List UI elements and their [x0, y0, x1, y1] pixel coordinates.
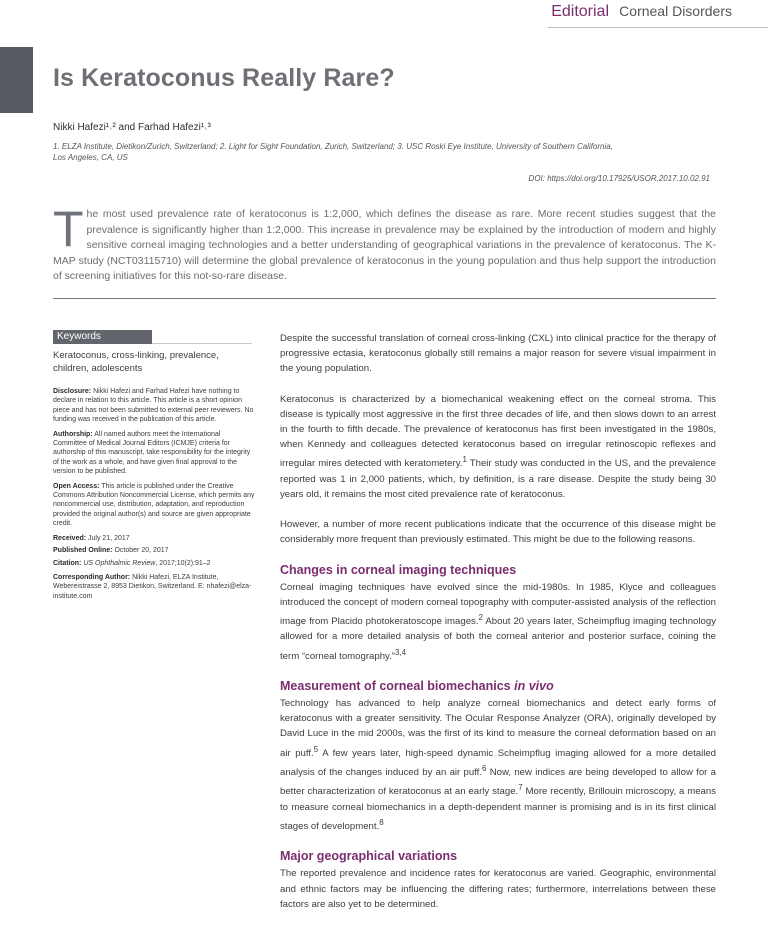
- body-paragraph: The reported prevalence and incidence rates for keratoconus are varied. Geographic, environmental and ethnic factors may be influencing the differing rates; furthermore, interrelations between these factors are also yet to be determined.: [280, 868, 716, 910]
- body-paragraph: Technology has advanced to help analyze corneal biomechanics and detect early forms of keratoconus with a greater sensitivity. The Ocular Response Analyzer (ORA), originally developed by David Luce in the mid 2000s, was the first of its kind to measure the corneal deformation based on an air puff.$^5$ A few years later, high-speed dynamic Scheimpflug imaging allowed for a more detailed analysis of the changes induced by an air puff.$^6$ Now, new indices are being developed to allow for a better characterization of keratoconus at an early stage.$^7$ More recently, Brillouin microscopy, a means to measure corneal biomechanics in a depth-dependent manner is promising and is in its first clinical stages of development.$^8$: [280, 698, 716, 833]
- keywords-heading-bar: [53, 330, 152, 344]
- reference-mark[interactable]: 3,4: [395, 647, 407, 657]
- citation-note: Citation: US Ophthalmic Review, 2017;10(2):91–2: [53, 559, 211, 567]
- main-body: [280, 331, 716, 927]
- received-date: Received: July 21, 2017: [53, 534, 130, 542]
- published-date: Published Online: October 20, 2017: [53, 547, 169, 555]
- section-heading: Changes in corneal imaging techniques: [280, 562, 517, 577]
- running-header: [551, 3, 732, 21]
- authorship-note: Authorship: All named authors meet the International Committee of Medical Journal Editors (ICMJE) criteria for authorship of this manuscript, take responsibility for the integrity of the work as a whole, and have given final approval to the version to be published.: [53, 430, 251, 476]
- doi-link[interactable]: DOI: https://doi.org/10.17925/USOR.2017.10.02.91: [528, 174, 710, 183]
- open-access-note: Open Access: This article is published under the Creative Commons Attribution Noncommercial License, which permits any noncommercial use, distribution, adaptation, and reproduction provided the original author(s) and source are given appropriate credit.: [53, 482, 255, 528]
- corresponding-author: Corresponding Author: Nikki Hafezi, ELZA Institute, Webereistrasse 2, 8953 Dietikon, Switzerland. E: nhafezi@elza-institute.com: [53, 573, 252, 600]
- body-paragraph: Corneal imaging techniques have evolved since the mid-1980s. In 1985, Klyce and colleagues introduced the concept of modern corneal topography with computer-assisted analysis of the reflection image from Placido photokeratoscope images.$^2$ About 20 years later, Scheimpflug imaging technology allowed for a more detailed analysis of both the corneal anterior and posterior surface, coining the term “corneal tomography.”$^{3,4}$: [280, 581, 716, 662]
- abstract-text: he most used prevalence rate of keratoconus is 1:2,000, which defines the disease as rare. More recent studies suggest that the prevalence is significantly higher than 1:2,000. This increase in prevalence may be explained by the introduction of modern and highly sensitive corneal imaging technologies and a better understanding of geographical variations in the prevalence of keratoconus. The K-MAP study (NCT03115710) will determine the global prevalence of keratoconus in the young population and thus help support the introduction of screening initiatives for this not-so-rare disease.: [53, 208, 716, 282]
- reference-mark[interactable]: 7: [518, 783, 523, 793]
- article-title: Is Keratoconus Really Rare?: [53, 64, 395, 92]
- affiliations: 1. ELZA Institute, Dietikon/Zurich, Switzerland; 2. Light for Sight Foundation, Zurich, Switzerland; 3. USC Roski Eye Institute, University of Southern California, Los Angeles, CA, US: [53, 142, 613, 162]
- reference-mark[interactable]: 5: [313, 744, 319, 754]
- abstract: [53, 201, 716, 285]
- keywords-heading: Keywords: [57, 331, 101, 342]
- article-info-sidebar: [53, 387, 256, 606]
- section-heading: Major geographical variations: [280, 849, 458, 864]
- keywords-list: Keratoconus, cross-linking, prevalence, children, adolescents: [53, 350, 219, 374]
- keywords-heading-rule: [152, 330, 252, 344]
- body-paragraph: However, a number of more recent publications indicate that the occurrence of this disease might be considerably more frequent than previously estimated. This might be due to the following reasons.: [280, 519, 716, 546]
- reference-mark[interactable]: 1: [462, 455, 467, 465]
- body-paragraph: Despite the successful translation of corneal cross-linking (CXL) into clinical practice for the therapy of progressive ectasia, keratoconus globally still remains a major reason for severe visual impairment in the young population.: [280, 333, 716, 375]
- reference-mark[interactable]: 6: [482, 764, 487, 774]
- section-heading: Measurement of corneal biomechanics in vivo: [280, 679, 554, 694]
- abstract-divider: [53, 298, 716, 299]
- disclosure-note: Disclosure: Nikki Hafezi and Farhad Hafezi have nothing to declare in relation to this article. This article is a short opinion piece and has not been submitted to external peer reviewers. No funding was received in the publication of this article.: [53, 388, 254, 424]
- body-paragraph: Keratoconus is characterized by a biomechanical weakening effect on the corneal stroma. This disease is typically most aggressive in the first three decades of life, and then slows down to an arrest in the fourth to fifth decade. The prevalence of keratoconus has first been investigated in the 1980s, when Kennedy and colleagues detected keratoconus based on irregular retinoscopic reflexes and irregular mires detected with keratometery.$^1$ Their study was conducted in the US, and the prevalence reported was 1 in 2,000 patients, which, by definition, is a rare disease. Despite the study being 30 years old, it remains the most cited prevalence rate of keratoconus.: [280, 393, 716, 501]
- reference-mark[interactable]: 8: [379, 818, 384, 827]
- reference-mark[interactable]: 2: [478, 613, 483, 623]
- side-color-block: [0, 47, 33, 113]
- topic-label: Corneal Disorders: [619, 3, 732, 19]
- abstract-dropcap: T: [53, 201, 84, 257]
- section-label: Editorial: [551, 3, 609, 20]
- author-line: Nikki Hafezi¹˒² and Farhad Hafezi¹˒³: [53, 122, 211, 133]
